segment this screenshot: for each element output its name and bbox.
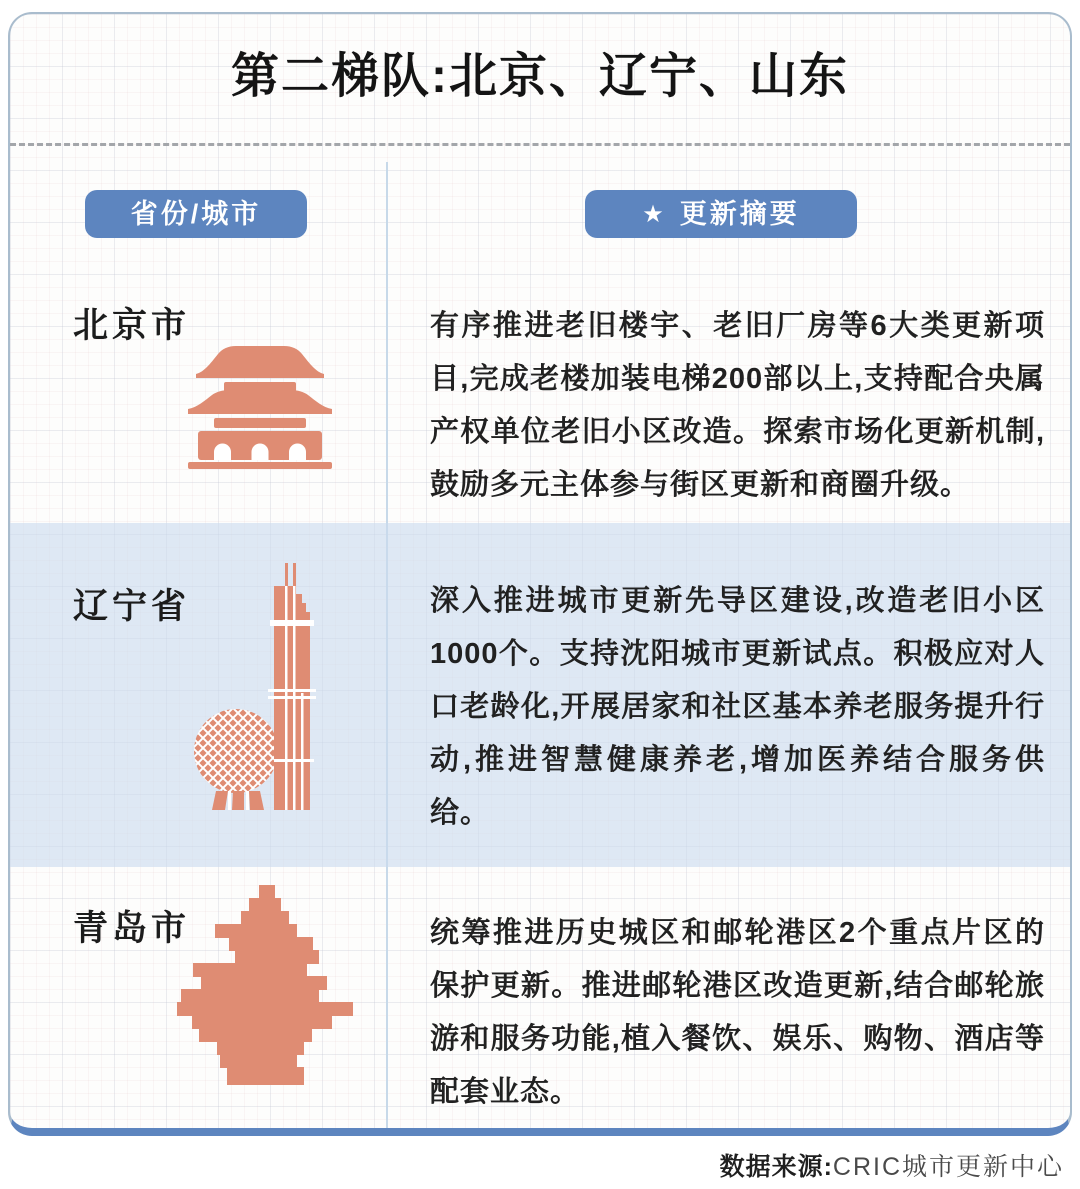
title-prefix: 第二梯队: [230, 50, 449, 103]
data-source-label: 数据来源: [719, 1153, 833, 1181]
qingdao-sculpture-icon [177, 885, 353, 1085]
summary-text: 有序推进老旧楼宇、老旧厂房等6大类更新项目,完成老楼加装电梯200部以上,支持配合央属产权单位老旧小区改造。探索市场化更新机制,鼓励多元主体参与街区更新和商圈升级。 [430, 310, 1045, 501]
summary-column-header [585, 190, 857, 238]
dashed-divider [10, 143, 1070, 146]
summary-text: 统筹推进历史城区和邮轮港区2个重点片区的保护更新。推进邮轮港区改造更新,结合邮轮旅游和服务功能,植入餐饮、娱乐、购物、酒店等配套业态。 [430, 917, 1045, 1108]
region-label: 北京市 [73, 306, 191, 345]
liaoning-tower-sphere-icon [188, 563, 328, 810]
region-label: 青岛市 [73, 909, 191, 948]
table-row [10, 523, 1070, 867]
beijing-gate-tower-icon [180, 340, 340, 472]
data-source-footer [720, 1147, 1064, 1183]
summary-header-label: 更新摘要 [679, 199, 800, 229]
province-column-header [85, 190, 307, 238]
infographic-card [8, 12, 1072, 1136]
table-row [10, 867, 1070, 1128]
star-icon: ★ [642, 201, 664, 228]
summary-text: 深入推进城市更新先导区建设,改造老旧小区1000个。支持沈阳城市更新试点。积极应对人口老龄化,开展居家和社区基本养老服务提升行动,推进智慧健康养老,增加医养结合服务供给。 [430, 585, 1045, 829]
page-title [10, 46, 1070, 108]
region-label: 辽宁省 [73, 587, 191, 626]
table-row [10, 248, 1070, 523]
data-source-value: CRIC城市更新中心 [832, 1153, 1064, 1181]
title-highlight: 北京、辽宁、山东 [448, 50, 849, 103]
province-header-label: 省份/城市 [130, 199, 262, 229]
